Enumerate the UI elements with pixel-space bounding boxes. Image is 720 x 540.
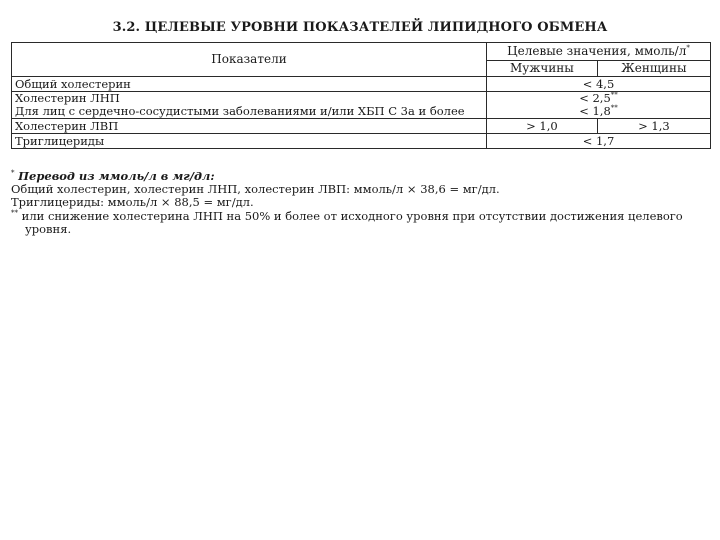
header-target-label: Целевые значения, ммоль/л — [507, 44, 687, 58]
table-row — [12, 92, 711, 119]
footnote-ldl-reduction — [11, 210, 716, 236]
row-value-total-cholesterol: < 4,5 — [487, 77, 711, 92]
footnote-mark: * — [11, 169, 15, 178]
row-label-total-cholesterol: Общий холестерин — [12, 77, 487, 92]
conversion-heading: Перевод из ммоль/л в мг/дл: — [18, 169, 215, 183]
conversion-triglycerides: Триглицериды: ммоль/л × 88,5 = мг/дл. — [11, 195, 254, 210]
table-row — [12, 77, 711, 92]
row-value-hdl-women: > 1,3 — [597, 119, 710, 134]
table-row — [12, 119, 711, 134]
ldl-value-cvd — [487, 105, 710, 118]
row-label-hdl: Холестерин ЛВП — [12, 119, 487, 134]
footnote-mark: * — [686, 44, 690, 52]
header-men: Мужчины — [487, 61, 598, 77]
header-women: Женщины — [597, 61, 710, 77]
row-value-hdl-men: > 1,0 — [487, 119, 598, 134]
header-indicators: Показатели — [12, 43, 487, 77]
header-target-values — [487, 43, 711, 61]
row-label-triglycerides: Триглицериды — [12, 134, 487, 149]
ldl-reduction-text: или снижение холестерина ЛНП на 50% и более от исходного уровня при отсутствии достижения целевого уровня. — [21, 208, 683, 236]
table-row — [12, 134, 711, 149]
ldl-label: Холестерин ЛНП — [15, 91, 120, 105]
row-value-ldl — [487, 92, 711, 119]
footnote-mark: ** — [11, 208, 18, 217]
row-label-ldl — [12, 92, 487, 119]
conversion-cholesterol: Общий холестерин, холестерин ЛНП, холестерин ЛВП: ммоль/л × 38,6 = мг/дл. — [11, 182, 500, 197]
lipid-targets-table — [11, 42, 711, 149]
ldl-value-2: < 1,8 — [579, 104, 611, 118]
ldl-cvd-label: Для лиц с сердечно-сосудистыми заболеваниями и/или ХБП С 3а и более — [15, 104, 465, 118]
footnotes — [11, 170, 716, 236]
footnote-mark: ** — [610, 91, 618, 100]
ldl-value-1: < 2,5 — [579, 91, 611, 105]
page-title: 3.2. ЦЕЛЕВЫЕ УРОВНИ ПОКАЗАТЕЛЕЙ ЛИПИДНОГО ОБМЕНА — [112, 20, 608, 35]
row-value-triglycerides: < 1,7 — [487, 134, 711, 149]
footnote-mark: ** — [610, 104, 618, 113]
